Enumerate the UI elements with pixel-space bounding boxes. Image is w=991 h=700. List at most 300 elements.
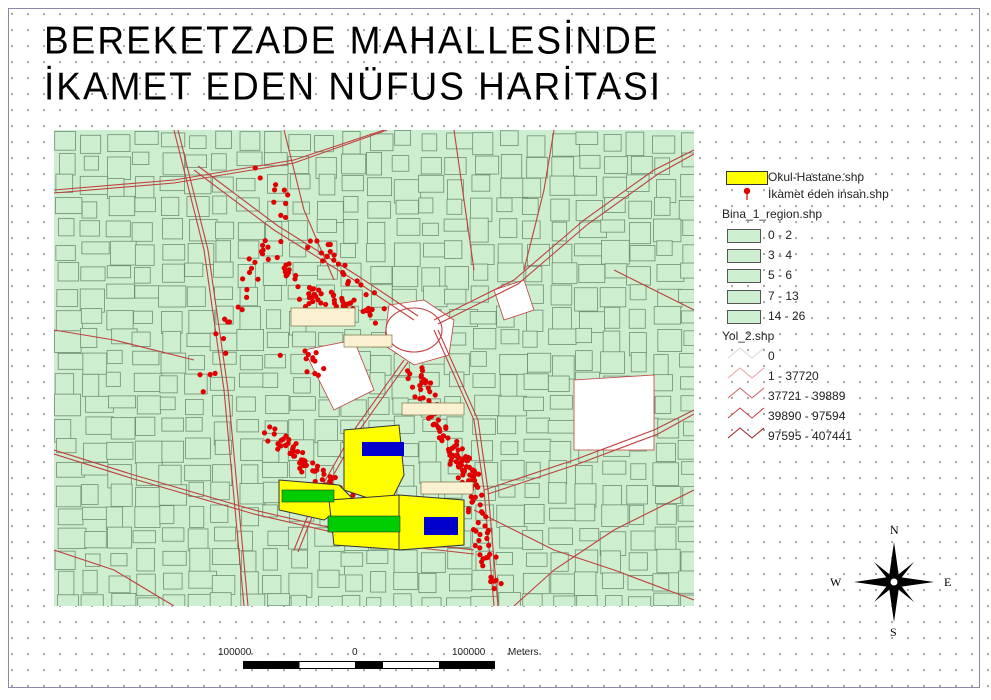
building-block [58,571,73,595]
resident-point [225,319,230,324]
building-block [500,354,528,374]
resident-point [295,284,300,289]
building-block [111,241,137,265]
building-block [523,198,539,214]
building-block [135,507,160,528]
building-block [684,422,694,436]
building-block [471,352,487,367]
building-block [501,330,519,344]
building-block [132,223,152,242]
resident-point [283,443,288,448]
building-block [392,156,409,172]
building-block [318,570,339,587]
legend-building-swatch-4 [727,290,761,304]
building-block [367,551,388,564]
building-block [501,154,521,178]
building-block [497,416,515,434]
legend-building-class-1: 0 - 2 [768,228,793,242]
building-block [626,132,644,155]
legend-school-swatch [726,171,768,185]
building-block [523,530,543,549]
building-block [289,135,311,151]
building-block [59,218,74,235]
building-block [214,262,234,277]
building-block [293,202,309,214]
resident-point [331,292,336,297]
building-block [680,353,694,367]
building-block [445,267,468,290]
building-block [524,504,544,523]
building-block [574,572,596,596]
building-block [446,598,472,606]
resident-point [271,200,276,205]
resident-point [421,395,426,400]
compass-s-label: S [890,625,897,639]
building-block [81,267,105,281]
building-block [341,553,363,566]
map-frame[interactable] [54,130,694,606]
resident-point [278,239,283,244]
building-block [548,483,566,504]
legend-road-class-5: 97595 - 407441 [768,429,853,443]
building-block [580,529,599,541]
resident-point [437,426,442,431]
building-block [238,223,264,240]
scale-right-label: 100000 [452,647,486,658]
building-block [135,267,151,283]
building-block [551,574,575,594]
building-block [161,312,182,334]
building-block [577,596,597,606]
compass-n-label: N [890,523,899,537]
building-block [496,552,513,564]
building-block [136,176,154,199]
resident-point [262,430,267,435]
building-block [526,553,547,566]
resident-point [361,309,366,314]
building-block [500,219,517,238]
resident-point [325,254,330,259]
building-block [603,485,621,507]
resident-point [456,475,461,480]
building-block [657,265,684,282]
resident-point [484,536,489,541]
resident-point [473,471,478,476]
building-block [653,136,675,153]
building-block [474,328,496,348]
building-block [240,356,262,370]
building-block [654,355,668,377]
building-block [210,593,231,606]
building-block [368,202,391,218]
building-block [526,266,542,282]
resident-point-icon [742,187,752,201]
building-block [678,440,694,459]
building-block [107,284,135,298]
scale-mid-label: 0 [352,647,358,658]
building-block [57,290,78,307]
building-block [163,595,185,606]
resident-point [197,372,202,377]
building-block [132,332,150,346]
building-block [576,351,593,371]
building-block [190,136,206,149]
resident-point [499,581,504,586]
building-block [314,136,333,152]
resident-point [326,242,331,247]
building-block [108,527,132,548]
building-block [419,573,436,592]
building-block [653,375,673,391]
building-block [681,175,694,197]
building-block [472,175,490,191]
building-block [135,131,158,144]
building-block [447,133,474,149]
building-block [473,374,495,388]
building-block [135,441,162,463]
building-block [394,594,411,606]
legend-building-class-2: 3 - 4 [768,248,793,262]
compass-rose-icon [826,525,962,640]
building-block [137,548,155,571]
resident-point [455,452,460,457]
building-block [631,156,652,173]
building-block [85,531,106,547]
building-block [216,131,232,148]
building-block [265,131,281,155]
building-block [524,397,544,410]
building-block [111,554,127,566]
building-block [551,285,572,305]
building-block [576,328,592,342]
resident-point [480,556,485,561]
school-label-box-1 [282,490,334,502]
resident-point [332,253,337,258]
building-block [289,221,308,241]
legend-building-swatch-1 [727,229,761,243]
resident-point [312,469,317,474]
building-block [161,353,186,373]
building-block [552,222,566,241]
resident-point [240,276,245,281]
resident-point [319,250,324,255]
resident-point [252,260,257,265]
building-block [475,156,498,174]
building-block [601,220,625,232]
building-block [267,310,281,329]
building-block [84,443,108,462]
building-block [629,223,650,244]
building-block [422,134,437,151]
resident-point [265,245,270,250]
legend-road-class-2: 1 - 37720 [768,369,819,383]
resident-point [297,297,302,302]
resident-point [420,368,425,373]
building-block [629,201,652,218]
building-block [107,266,130,278]
building-block [394,572,418,589]
resident-point [342,263,347,268]
building-block [215,287,233,300]
building-block [163,264,185,282]
legend-road-title: Yol_2.shp [722,329,775,343]
resident-point [312,292,317,297]
resident-point [247,270,252,275]
building-block [395,131,411,146]
resident-point [331,258,336,263]
building-block [186,417,202,431]
building-block [133,531,155,543]
building-block [56,486,81,507]
building-block [188,594,210,606]
building-block [263,373,278,387]
building-block [189,311,215,334]
building-block [185,263,203,276]
resident-point [302,348,307,353]
resident-point [486,543,491,548]
building-block [655,197,670,215]
building-block [523,331,537,347]
building-block [288,527,307,549]
building-block [111,418,135,439]
resident-point [480,563,485,568]
map-canvas [54,130,694,606]
resident-point [321,468,326,473]
school-polygon-1[interactable] [344,425,404,505]
resident-point [460,472,465,477]
building-block [499,592,521,606]
resident-point [308,238,313,243]
building-block [681,396,694,411]
building-block [655,396,671,413]
resident-point [273,182,278,187]
building-block [525,483,539,497]
building-block [56,311,82,333]
building-block [212,549,239,565]
building-block [501,460,524,479]
building-block [681,552,694,573]
building-block [631,464,646,480]
building-block [575,176,597,195]
building-block [160,376,177,393]
building-block [289,573,312,597]
building-block [678,506,694,521]
resident-point [258,175,263,180]
legend-building-class-3: 5 - 6 [768,268,793,282]
building-block [499,485,515,497]
resident-point [473,543,478,548]
building-block [630,246,655,261]
building-block [473,264,487,280]
resident-point [236,304,241,309]
building-block [236,178,255,190]
resident-point [467,456,472,461]
resident-point [300,450,305,455]
building-block [213,196,227,214]
resident-point [407,371,412,376]
building-block [136,417,155,435]
resident-point [244,287,249,292]
building-block [55,374,73,397]
resident-point [278,353,283,358]
building-block [55,131,76,150]
building-block [449,574,471,591]
building-block [135,286,160,298]
building-block [500,375,517,398]
building-block [160,506,174,524]
building-block [56,246,75,261]
building-block [527,244,549,265]
building-block [342,154,366,174]
resident-point [373,320,378,325]
building-block [56,438,76,452]
resident-point [448,462,453,467]
building-block [138,598,159,606]
resident-point [201,389,206,394]
resident-point [283,201,288,206]
building-block [523,221,541,239]
building-block [681,595,694,606]
building-block [470,312,496,324]
resident-point [483,514,488,519]
building-block [134,311,153,323]
building-block [367,178,391,196]
building-block [315,420,338,443]
map-title-line-1: BEREKETZADE MAHALLESİNDE [44,18,660,62]
building-block [420,462,441,483]
scale-left-label: 100000 [218,647,252,658]
legend-building-swatch-5 [727,310,761,324]
building-block [344,196,358,212]
resident-point [255,277,260,282]
building-block [658,329,682,351]
building-block [524,374,548,390]
building-block [575,288,598,311]
resident-point [436,417,441,422]
resident-point [310,460,315,465]
resident-point [382,306,387,311]
resident-point [485,530,490,535]
legend-building-title: Bina_1_region.shp [722,207,823,221]
building-block [292,550,308,568]
building-block [683,487,694,509]
building-block [653,463,679,486]
building-block [371,572,386,593]
resident-point [477,532,482,537]
building-block [160,397,175,410]
building-block [655,487,680,504]
building-block [215,222,233,239]
resident-point [323,302,328,307]
building-block [629,309,645,328]
building-block [211,482,230,500]
building-block [109,196,134,215]
building-block [81,595,103,606]
building-block [679,571,694,593]
building-block [576,132,598,144]
resident-point [221,336,226,341]
building-block [654,307,680,325]
building-block [211,154,226,170]
resident-point [328,249,333,254]
building-block [681,263,694,278]
resident-point [332,298,337,303]
building-block [580,155,600,168]
building-block [106,372,120,386]
building-block [498,263,524,282]
building-block [601,551,621,574]
building-block [367,222,384,245]
building-block [163,551,186,565]
resident-point [263,238,268,243]
resident-point [223,351,228,356]
building-block [58,353,85,369]
building-block [86,417,113,434]
building-block [291,595,307,606]
legend-building-swatch-2 [727,249,761,263]
building-block [528,353,551,372]
resident-point [479,493,484,498]
building-block [371,267,392,284]
building-block [163,331,181,353]
resident-point [282,188,287,193]
resident-point [426,416,431,421]
map-title-line-2: İKAMET EDEN NÜFUS HARİTASI [44,64,663,108]
building-block [684,331,694,346]
building-block [106,221,130,237]
building-block [80,135,100,153]
building-block [604,307,619,328]
building-block [422,223,438,235]
building-block [550,396,572,410]
resident-point [477,545,482,550]
building-block [393,266,418,286]
building-block [161,197,178,215]
building-block [604,134,621,151]
building-block [419,198,433,213]
resident-point [319,291,324,296]
building-block [238,241,259,258]
resident-point [213,371,218,376]
school-roof-2 [424,517,458,535]
building-block [550,508,578,520]
building-block [394,243,420,266]
resident-point [286,270,291,275]
building-block [186,399,204,414]
building-block [548,376,569,392]
building-block [59,154,75,176]
building-block [396,200,418,214]
resident-point [253,165,258,170]
building-block [394,550,417,574]
building-block [366,152,381,175]
building-block [421,553,445,573]
building-block [267,332,288,347]
building-block [627,486,648,504]
building-block [58,528,86,548]
building-block [681,377,694,389]
building-block [237,329,264,350]
resident-point [244,295,249,300]
building-block [237,397,256,411]
building-block [82,463,108,475]
resident-point [478,502,483,507]
resident-point [314,238,319,243]
building-block [240,483,265,504]
building-block [211,505,228,522]
building-block [237,152,262,166]
building-block [549,528,573,545]
